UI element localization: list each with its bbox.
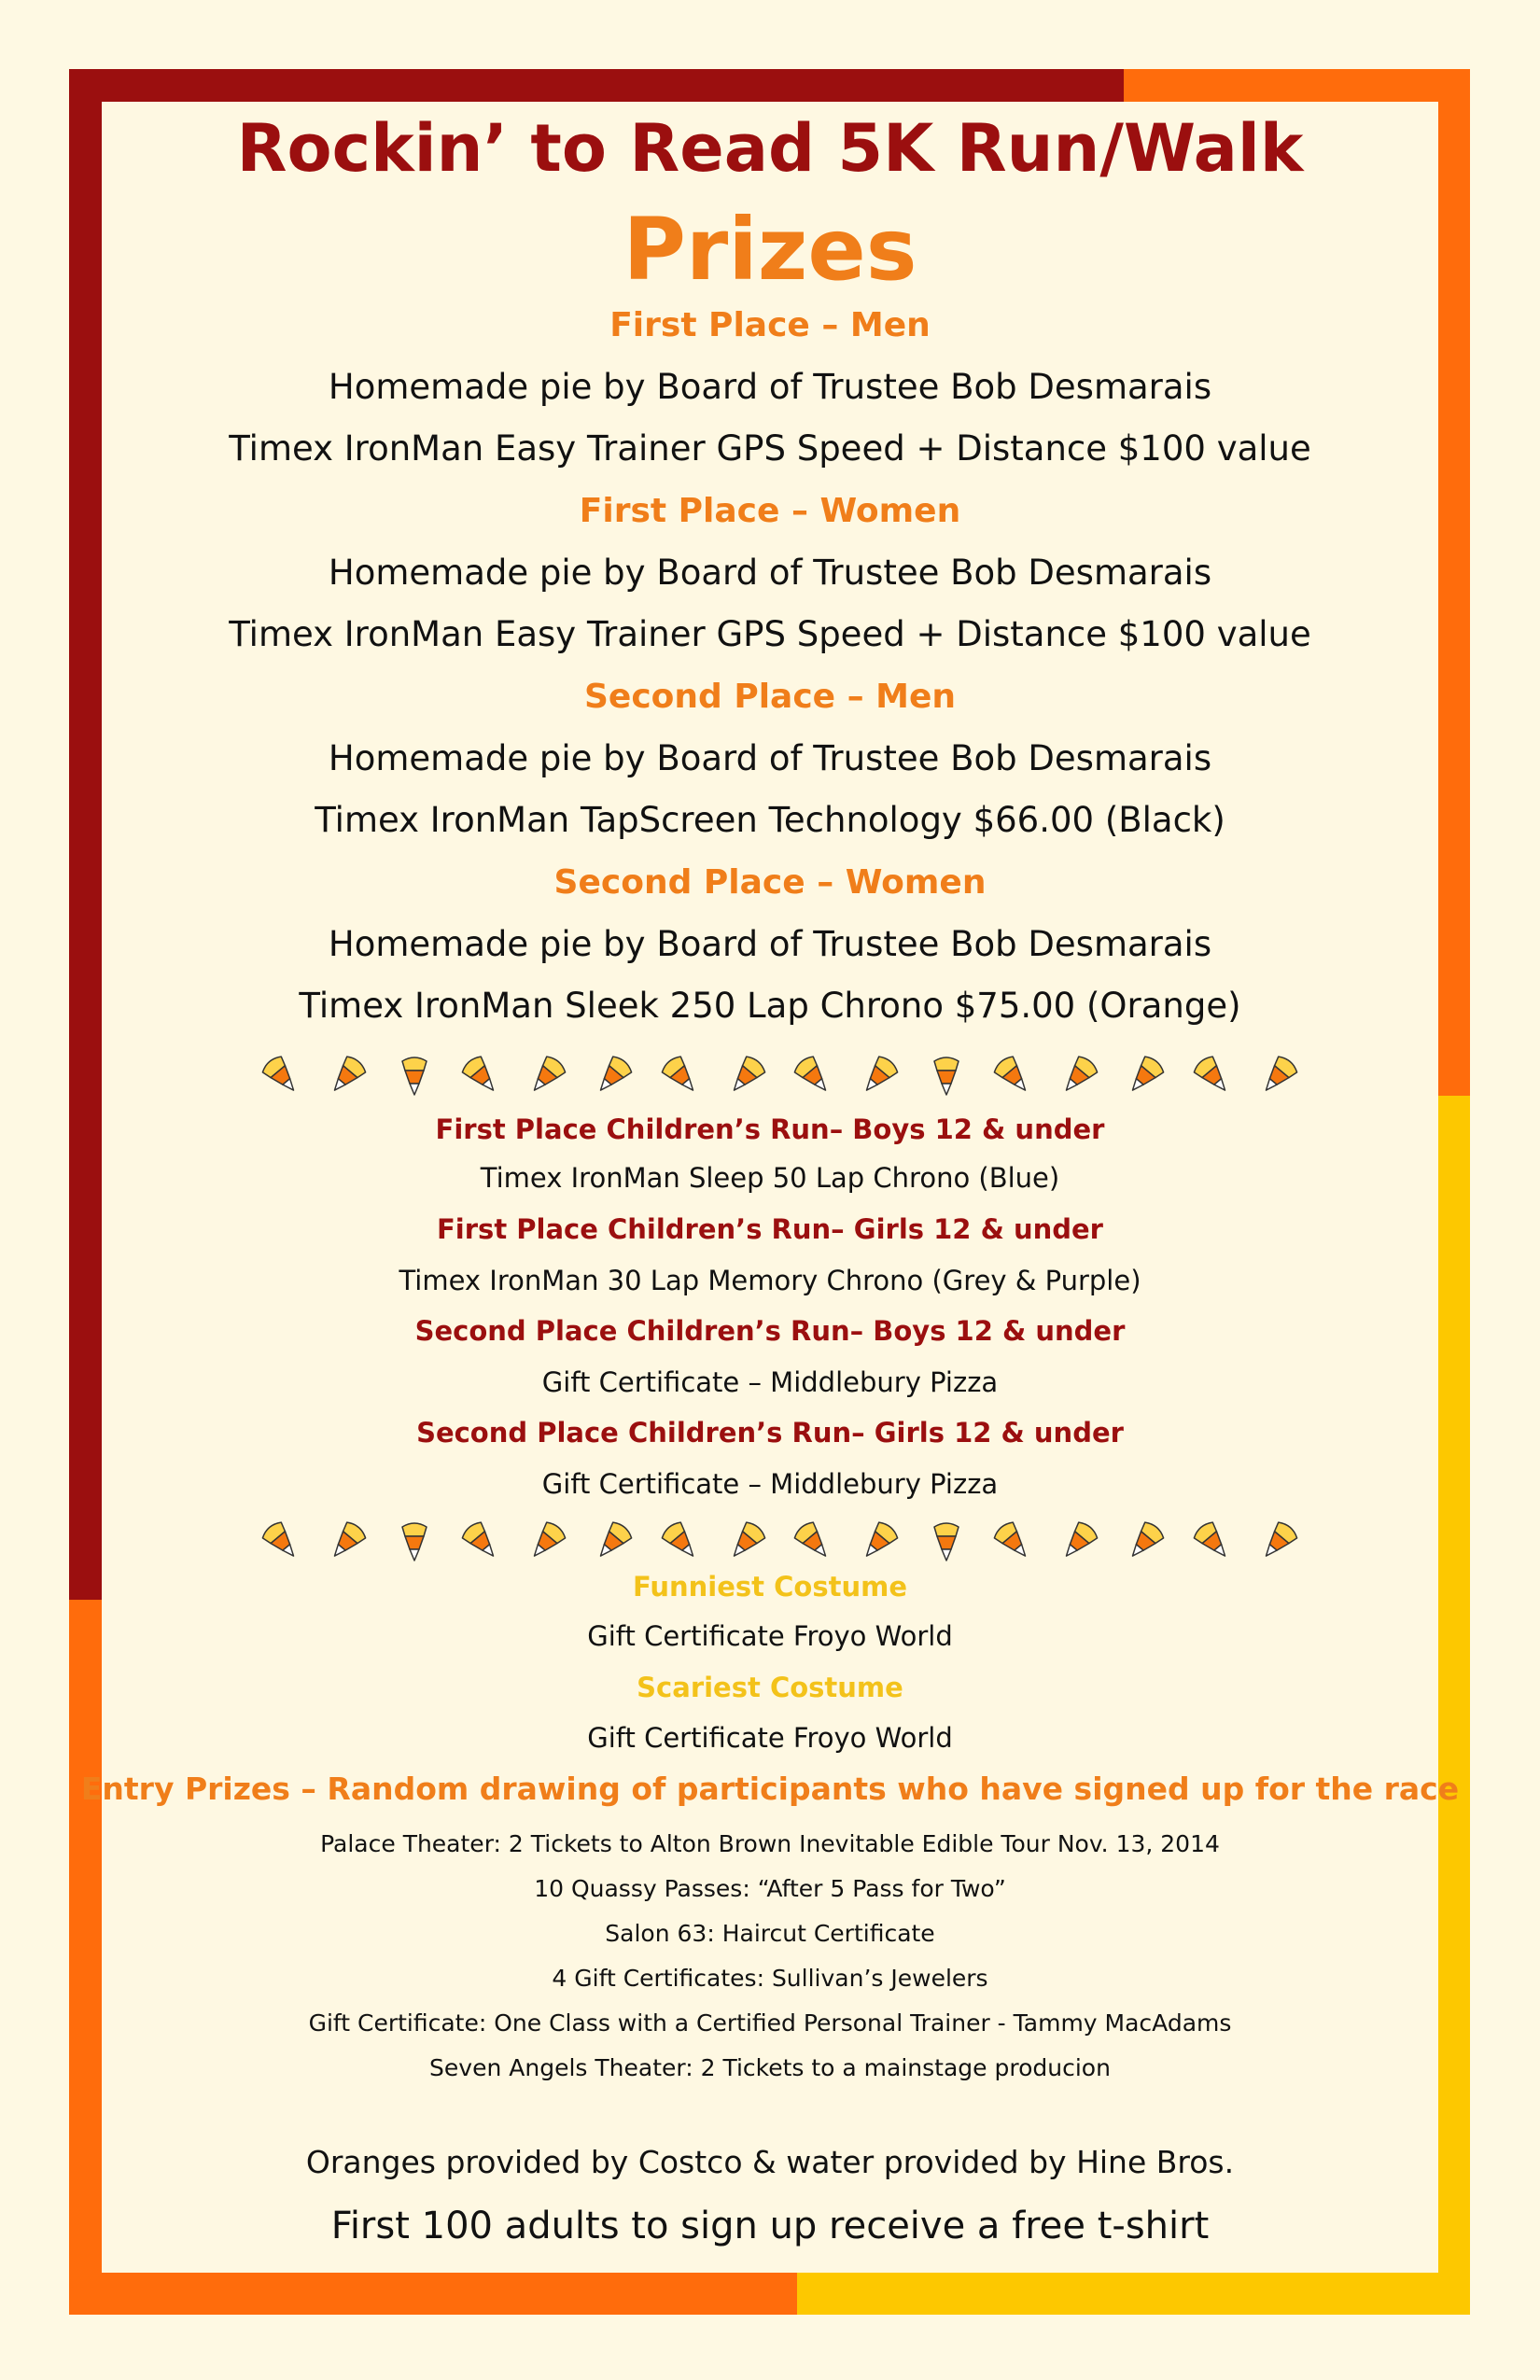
prize-heading: Scariest Costume [637, 1672, 903, 1703]
prize-item: Homemade pie by Board of Trustee Bob Desmarais [328, 738, 1212, 778]
prize-heading: Second Place – Women [553, 863, 987, 902]
candy-corn-icon [1253, 1516, 1304, 1566]
prize-heading: Second Place Children’s Run– Boys 12 & under [414, 1315, 1126, 1347]
candy-corn-icon [1253, 1050, 1304, 1100]
candy-corn-icon [655, 1050, 706, 1100]
prize-item: Timex IronMan Sleep 50 Lap Chrono (Blue) [480, 1162, 1060, 1194]
candy-corn-icon [522, 1516, 572, 1566]
prize-heading: First Place Children’s Run– Girls 12 & under [437, 1213, 1103, 1245]
candy-corn-icon [588, 1516, 638, 1566]
prize-item: Timex IronMan Easy Trainer GPS Speed + Distance $100 value [229, 428, 1311, 469]
candy-corn-icon [389, 1516, 440, 1566]
prize-heading: First Place – Women [579, 492, 961, 530]
entry-prize-item: Seven Angels Theater: 2 Tickets to a mainstage producion [429, 2054, 1111, 2081]
prize-item: Homemade pie by Board of Trustee Bob Desmarais [328, 367, 1212, 407]
candy-corn-icon [987, 1516, 1038, 1566]
candy-corn-icon [1120, 1050, 1170, 1100]
prize-item: Gift Certificate – Middlebury Pizza [541, 1468, 999, 1500]
candy-corn-icon [256, 1516, 306, 1566]
candy-corn-icon [788, 1050, 838, 1100]
prize-item: Timex IronMan 30 Lap Memory Chrono (Grey & Purple) [399, 1265, 1141, 1296]
entry-prize-item: Gift Certificate: One Class with a Certified Personal Trainer - Tammy MacAdams [308, 2009, 1232, 2037]
prize-item: Homemade pie by Board of Trustee Bob Desmarais [328, 553, 1212, 593]
prize-item: Gift Certificate Froyo World [587, 1620, 953, 1652]
prize-heading: Second Place Children’s Run– Girls 12 & under [416, 1417, 1124, 1449]
entry-prize-item: 4 Gift Certificates: Sullivan’s Jewelers [552, 1965, 988, 1992]
prize-item: Timex IronMan Sleek 250 Lap Chrono $75.00 (Orange) [299, 986, 1241, 1026]
candy-corn-icon [721, 1050, 772, 1100]
prize-item: Gift Certificate – Middlebury Pizza [541, 1366, 999, 1398]
candy-corn-icon [655, 1516, 706, 1566]
prize-heading: Funniest Costume [633, 1571, 907, 1603]
entry-prize-item: Salon 63: Haircut Certificate [605, 1920, 935, 1947]
candy-corn-icon [1187, 1516, 1238, 1566]
footer-sponsors: Oranges provided by Costco & water provided by Hine Bros. [305, 2144, 1235, 2180]
candy-corn-icon [721, 1516, 772, 1566]
candy-corn-icon [322, 1516, 372, 1566]
entry-prizes-heading: Entry Prizes – Random drawing of participants who have signed up for the race [80, 1771, 1460, 1807]
candy-corn-icon [588, 1050, 638, 1100]
candy-corn-icon [1120, 1516, 1170, 1566]
candy-corn-icon [455, 1050, 506, 1100]
candy-corn-icon [322, 1050, 372, 1100]
prize-item: Homemade pie by Board of Trustee Bob Desmarais [328, 924, 1212, 964]
candy-corn-icon [854, 1516, 904, 1566]
prize-heading: First Place – Men [609, 306, 931, 344]
candy-corn-icon [1187, 1050, 1238, 1100]
entry-prize-item: 10 Quassy Passes: “After 5 Pass for Two” [534, 1875, 1006, 1902]
prize-item: Timex IronMan TapScreen Technology $66.00 (Black) [315, 800, 1225, 840]
prize-item: Timex IronMan Easy Trainer GPS Speed + Distance $100 value [229, 614, 1311, 654]
candy-corn-icon [256, 1050, 306, 1100]
candy-corn-icon [788, 1516, 838, 1566]
footer-tshirt: First 100 adults to sign up receive a free t-shirt [330, 2205, 1210, 2247]
candy-corn-divider [252, 1050, 1316, 1106]
candy-corn-icon [1054, 1050, 1104, 1100]
candy-corn-icon [854, 1050, 904, 1100]
entry-prize-item: Palace Theater: 2 Tickets to Alton Brown Inevitable Edible Tour Nov. 13, 2014 [320, 1830, 1220, 1857]
candy-corn-icon [522, 1050, 572, 1100]
candy-corn-icon [921, 1050, 972, 1100]
candy-corn-icon [987, 1050, 1038, 1100]
candy-corn-divider [252, 1516, 1316, 1572]
prize-heading: First Place Children’s Run– Boys 12 & under [435, 1113, 1105, 1145]
prize-heading: Second Place – Men [583, 678, 957, 716]
candy-corn-icon [921, 1516, 972, 1566]
candy-corn-icon [389, 1050, 440, 1100]
candy-corn-icon [455, 1516, 506, 1566]
page-title: Rockin’ to Read 5K Run/Walk [236, 110, 1304, 187]
page-subtitle: Prizes [623, 200, 917, 300]
prize-item: Gift Certificate Froyo World [587, 1722, 953, 1754]
candy-corn-icon [1054, 1516, 1104, 1566]
